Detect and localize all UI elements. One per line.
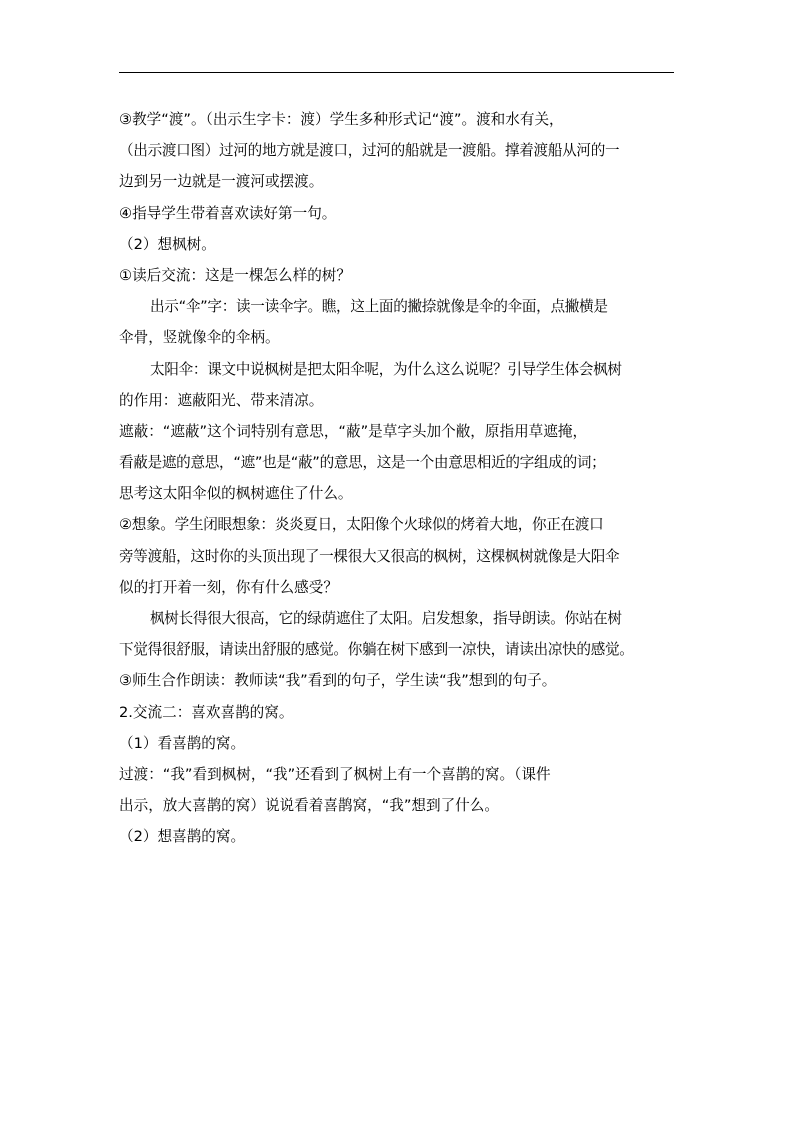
text-line: 遮蔽：“遮蔽”这个词特别有意思，“蔽”是草字头加个敝，原指用草遮掩， <box>119 422 588 440</box>
text-line: 下觉得很舒服，请读出舒服的感觉。你躺在树下感到一凉快，请读出凉快的感觉。 <box>119 641 634 659</box>
text-line: （2）想枫树。 <box>119 235 216 253</box>
text-line: （2）想喜鹊的窝。 <box>119 828 246 846</box>
text-line: 出示，放大喜鹊的窝）说说看着喜鹊窝，“我”想到了什么。 <box>119 797 499 815</box>
text-line: 思考这太阳伞似的枫树遮住了什么。 <box>119 485 353 503</box>
text-line: ③教学“渡”。（出示生字卡：渡）学生多种形式记“渡”。渡和水有关， <box>119 111 564 128</box>
document-body <box>119 107 679 856</box>
text-line: ④指导学生带着喜欢读好第一句。 <box>119 204 337 222</box>
text-line: 似的打开着一刻，你有什么感受？ <box>119 578 338 596</box>
header-rule <box>119 72 674 73</box>
text-line: 边到另一边就是一渡河或摆渡。 <box>119 173 324 191</box>
text-line: 看蔽是遮的意思，“遮”也是“蔽”的意思，这是一个由意思相近的字组成的词； <box>119 454 606 472</box>
text-line: 2.交流二：喜欢喜鹊的窝。 <box>119 703 294 721</box>
text-line: 伞骨，竖就像伞的伞柄。 <box>119 329 280 347</box>
text-line: 出示“伞”字：读一读伞字。瞧，这上面的撇捺就像是伞的伞面，点撇横是 <box>150 298 608 316</box>
text-line: 枫树长得很大很高，它的绿荫遮住了太阳。启发想象，指导朗读。你站在树 <box>150 610 622 627</box>
text-line: （出示渡口图）过河的地方就是渡口，过河的船就是一渡船。撑着渡船从河的一 <box>119 142 620 160</box>
text-line: 太阳伞：课文中说枫树是把太阳伞呢，为什么这么说呢？引导学生体会枫树 <box>150 360 622 378</box>
text-line: ②想象。学生闭眼想象：炎炎夏日，太阳像个火球似的烤着大地，你正在渡口 <box>119 516 604 534</box>
text-line: （1）看喜鹊的窝。 <box>119 734 246 752</box>
text-line: ③师生合作朗读：教师读“我”看到的句子，学生读“我”想到的句子。 <box>119 672 557 690</box>
text-line: ①读后交流：这是一棵怎么样的树？ <box>119 266 351 284</box>
text-line: 的作用：遮蔽阳光、带来清凉。 <box>119 391 324 409</box>
text-line: 旁等渡船，这时你的头顶出现了一棵很大又很高的枫树，这棵枫树就像是大阳伞 <box>119 547 620 565</box>
text-line: 过渡：“我”看到枫树，“我”还看到了枫树上有一个喜鹊的窝。（课件 <box>119 765 551 783</box>
